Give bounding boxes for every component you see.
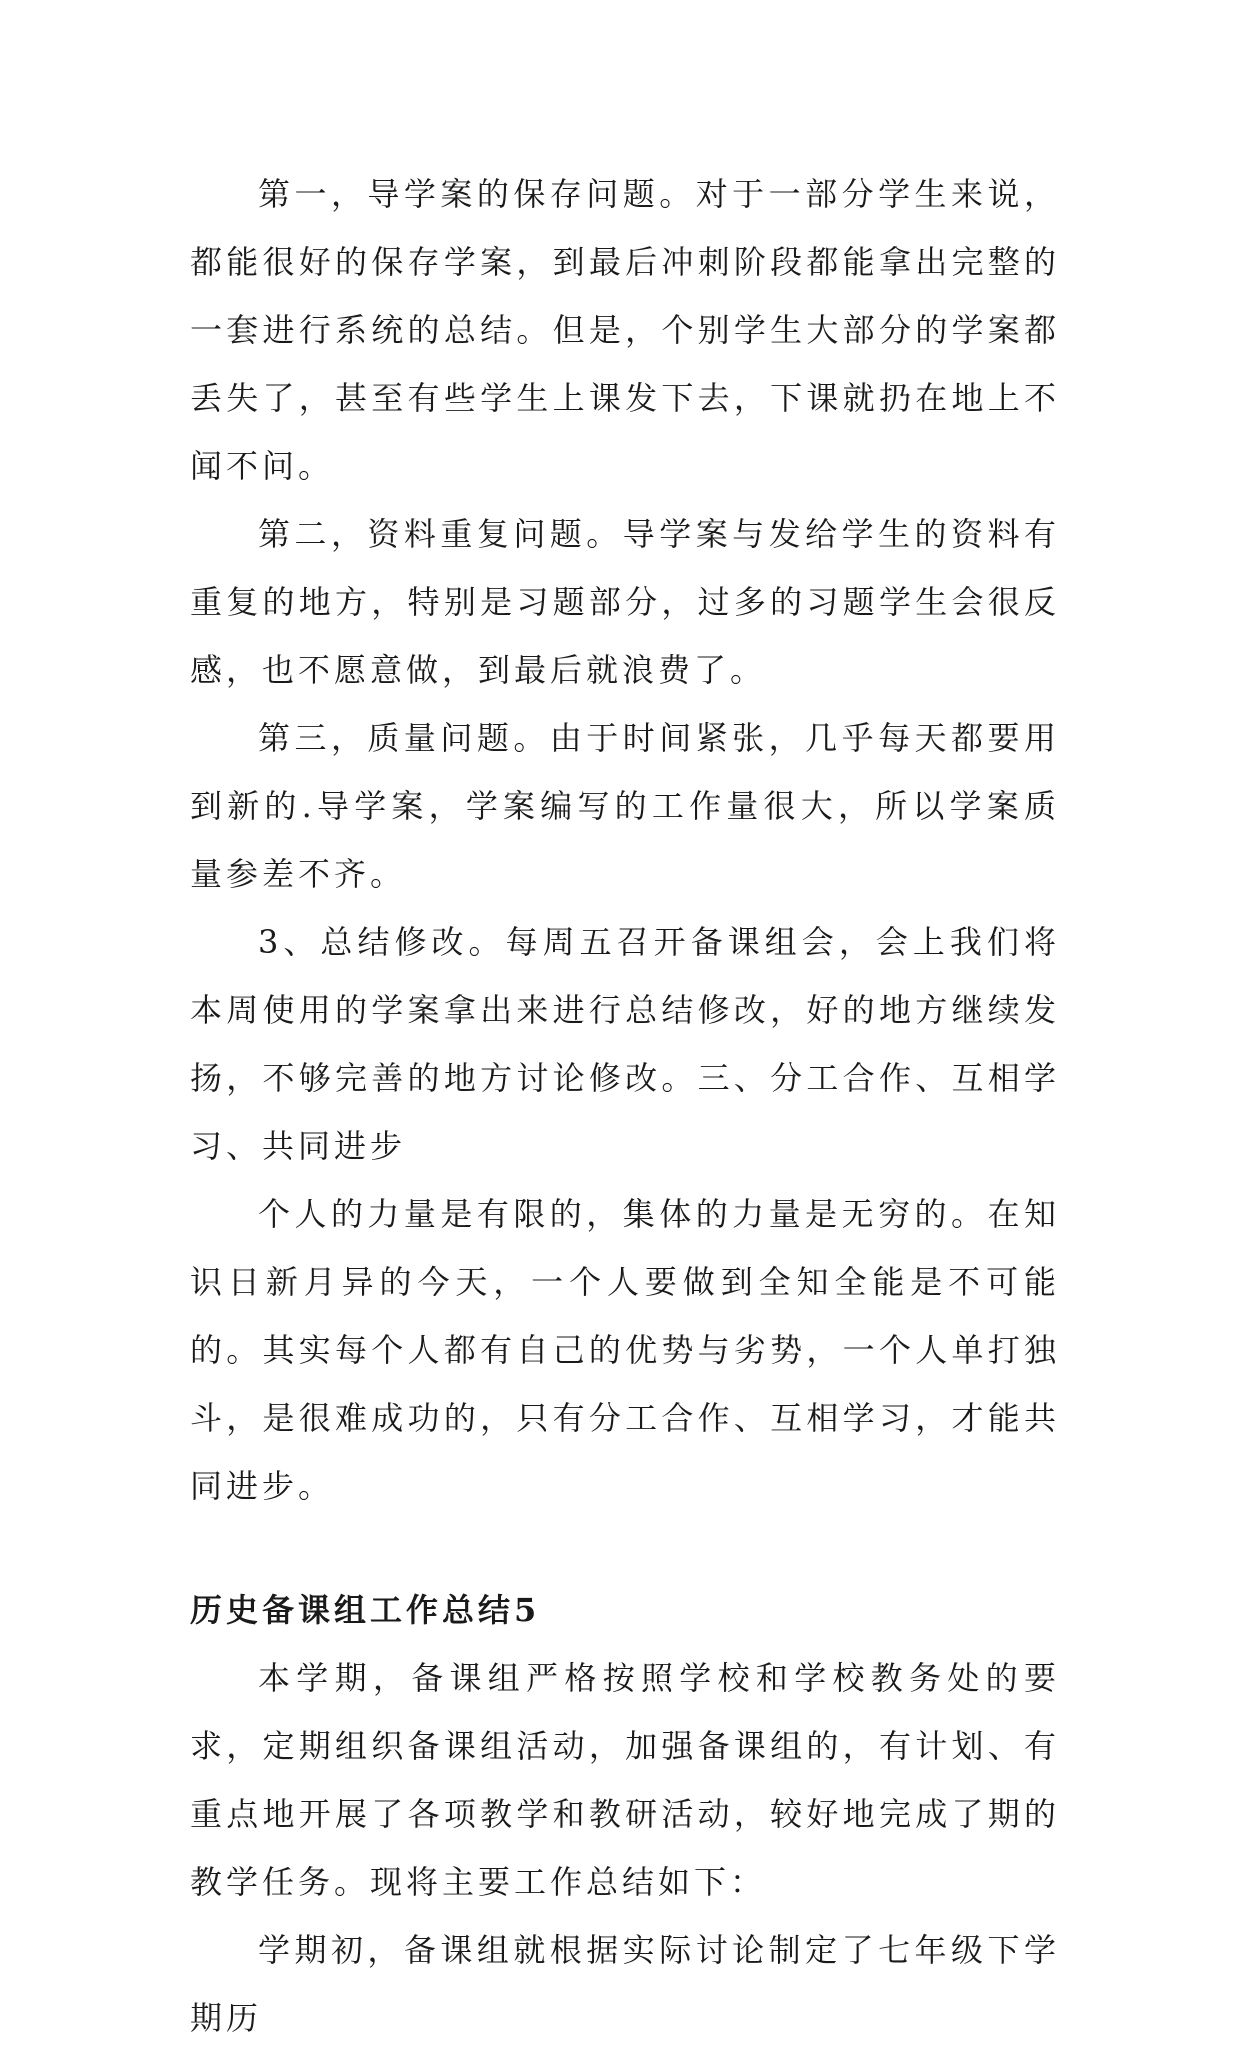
paragraph-semester-intro: 本学期，备课组严格按照学校和学校教务处的要求，定期组织备课组活动，加强备课组的，有计划、有重点地开展了各项教学和教研活动，较好地完成了期的教学任务。现将主要工作总结如下： (190, 1659, 1060, 1901)
document-body (190, 160, 1060, 2052)
section-title: 历史备课组工作总结5 (190, 1591, 541, 1629)
paragraph-material-duplication: 第二，资料重复问题。导学案与发给学生的资料有重复的地方，特别是习题部分，过多的习题学生会很反感，也不愿意做，到最后就浪费了。 (190, 515, 1060, 689)
paragraph-cooperation: 个人的力量是有限的，集体的力量是无穷的。在知识日新月异的今天，一个人要做到全知全能是不可能的。其实每个人都有自己的优势与劣势，一个人单打独斗，是很难成功的，只有分工合作、互相学习，才能共同进步。 (190, 1195, 1060, 1505)
paragraph-guide-storage: 第一，导学案的保存问题。对于一部分学生来说，都能很好的保存学案，到最后冲刺阶段都能拿出完整的一套进行系统的总结。但是，个别学生大部分的学案都丢失了，甚至有些学生上课发下去，下课就扔在地上不闻不问。 (190, 175, 1060, 485)
paragraph-quality-issue: 第三，质量问题。由于时间紧张，几乎每天都要用到新的.导学案，学案编写的工作量很大，所以学案质量参差不齐。 (190, 719, 1060, 893)
paragraph-semester-start: 学期初，备课组就根据实际讨论制定了七年级下学期历 (190, 1931, 1060, 2037)
paragraph-summary-revision: 3、总结修改。每周五召开备课组会，会上我们将本周使用的学案拿出来进行总结修改，好的地方继续发扬，不够完善的地方讨论修改。三、分工合作、互相学习、共同进步 (190, 923, 1060, 1165)
